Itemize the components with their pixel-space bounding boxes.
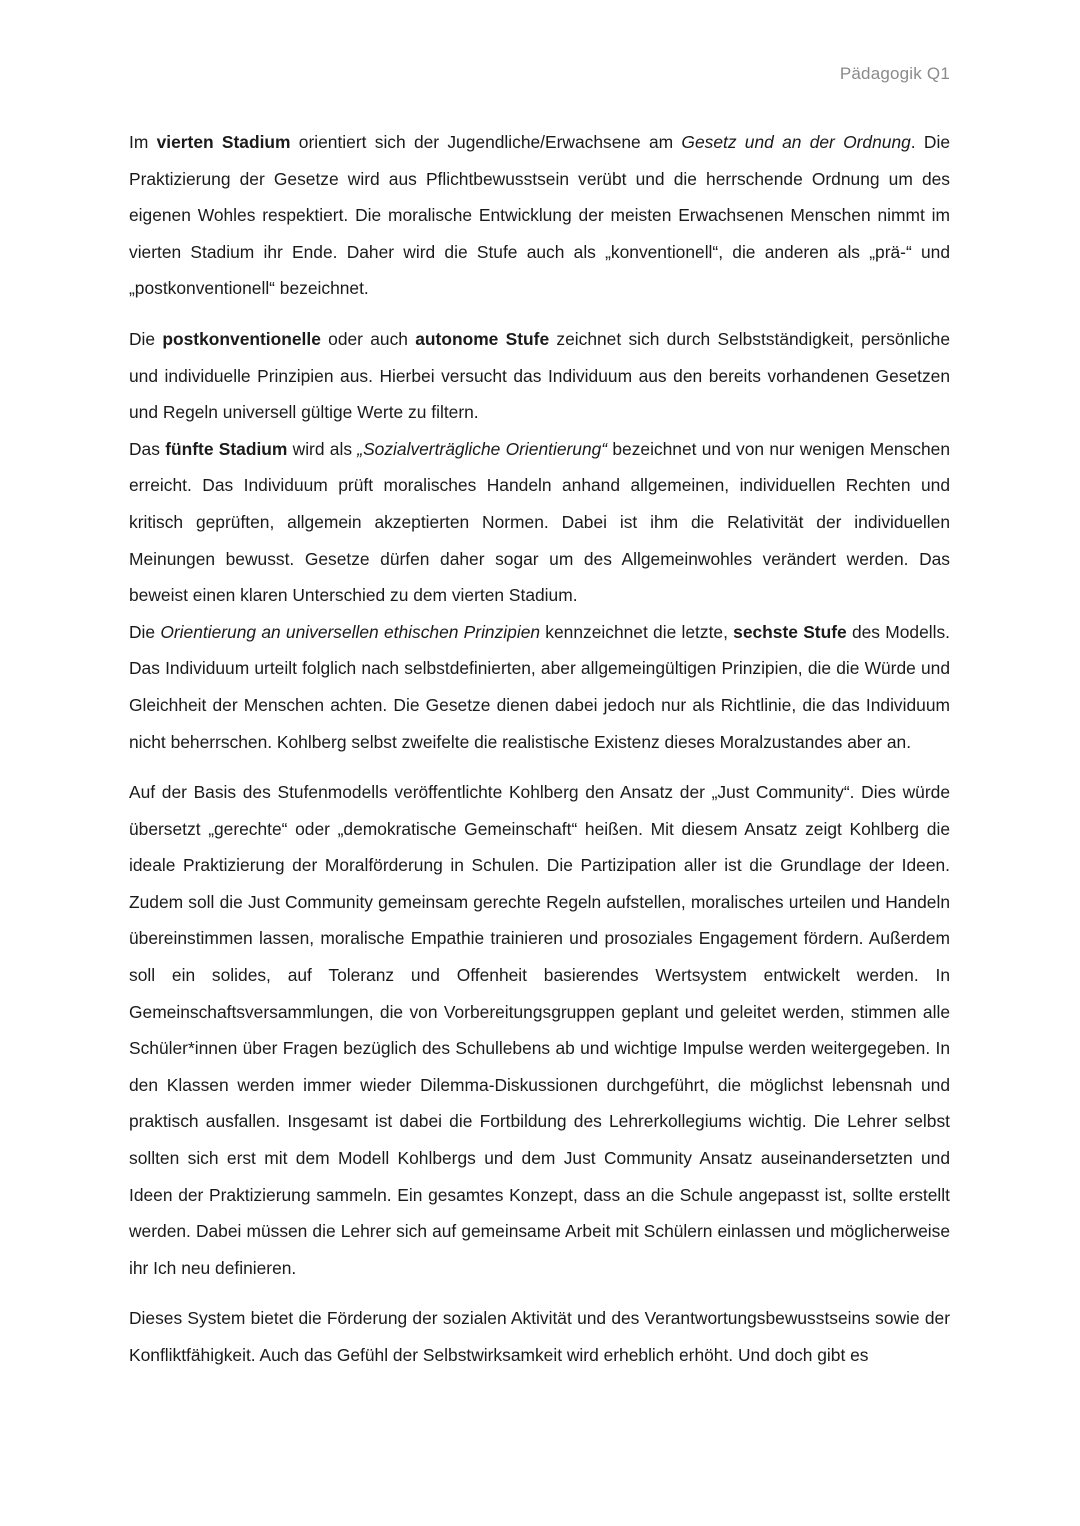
paragraph-stage-five (129, 431, 950, 614)
italic-term: Orientierung an universellen ethischen Prinzipien (160, 621, 541, 642)
bold-term: fünfte Stadium (165, 438, 288, 459)
paragraph-stage-six (129, 614, 950, 760)
bold-term: autonome Stufe (415, 328, 550, 349)
text-run: wird als (287, 438, 358, 459)
italic-term: Gesetz und an der Ordnung (681, 132, 911, 152)
bold-term: vierten Stadium (156, 132, 291, 152)
text-run: Im (129, 132, 157, 152)
text-run: bezeichnet und von nur wenigen Menschen erreicht. Das Individuum prüft moralisches Handeln anhand allgemeinen, individuellen Rechten und kritisch geprüften, allgemein akzeptierten Normen. Dabei ist ihm die Relativität der individuellen Meinungen bewusst. Gesetze dürfen daher sogar um des Allgemeinwohles verändert werden. Das beweist einen klaren Unterschied zu dem vierten Stadium. (129, 438, 950, 606)
paragraph-postconventional (129, 321, 950, 431)
italic-term: „Sozialverträgliche Orientierung“ (357, 438, 608, 459)
text-run: Die (129, 621, 161, 642)
text-run: orientiert sich der Jugendliche/Erwachsene am (290, 132, 682, 152)
bold-term: postkonventionelle (162, 328, 321, 349)
document-body (129, 124, 950, 1374)
text-run: Das (129, 438, 166, 459)
page-header: Pädagogik Q1 (839, 64, 950, 83)
paragraph-system-benefits: Dieses System bietet die Förderung der sozialen Aktivität und des Verantwortungsbewusstseins sowie der Konfliktfähigkeit. Auch das Gefühl der Selbstwirksamkeit wird erheblich erhöht. Und doch gibt es (129, 1308, 950, 1365)
text-run: Die (129, 328, 163, 349)
text-run: oder auch (320, 328, 416, 349)
text-run: des Modells. Das Individuum urteilt folglich nach selbstdefinierten, aber allgemeingültigen Prinzipien, die die Würde und Gleichheit der Menschen achten. Die Gesetze dienen dabei jedoch nur als Richtlinie, die das Individuum nicht beherrschen. Kohlberg selbst zweifelte die realistische Existenz dieses Moralzustandes aber an. (129, 621, 950, 752)
text-run: zeichnet sich durch Selbstständigkeit, persönliche und individuelle Prinzipien aus. Hierbei versucht das Individuum aus den bereits vorhandenen Gesetzen und Regeln universell gültige Werte zu filtern. (129, 328, 951, 423)
paragraph-stage-four (129, 124, 950, 307)
text-run: . Die Praktizierung der Gesetze wird aus Pflichtbewusstsein verübt und die herrschende Ordnung um des eigenen Wohles respektiert. Die moralische Entwicklung der meisten Erwachsenen Menschen nimmt im vierten Stadium ihr Ende. Daher wird die Stufe auch als „konventionell“, die anderen als „prä-“ und „postkonventionell“ bezeichnet. (129, 132, 950, 299)
paragraph-just-community: Auf der Basis des Stufenmodells veröffentlichte Kohlberg den Ansatz der „Just Community“. Dies würde übersetzt „gerechte“ oder „demokratische Gemeinschaft“ heißen. Mit diesem Ansatz zeigt Kohlberg die ideale Praktizierung der Moralförderung in Schulen. Die Partizipation aller ist die Grundlage der Ideen. Zudem soll die Just Community gemeinsam gerechte Regeln aufstellen, moralisches urteilen und Handeln übereinstimmen lassen, moralische Empathie trainieren und prosoziales Engagement fördern. Außerdem soll ein solides, auf Toleranz und Offenheit basierendes Wertsystem entwickelt werden. In Gemeinschaftsversammlungen, die von Vorbereitungsgruppen geplant und geleitet werden, stimmen alle Schüler*innen über Fragen bezüglich des Schullebens ab und wichtige Impulse werden weitergegeben. In den Klassen werden immer wieder Dilemma-Diskussionen durchgeführt, die möglichst lebensnah und praktisch ausfallen. Insgesamt ist dabei die Fortbildung des Lehrerkollegiums wichtig. Die Lehrer selbst sollten sich erst mit dem Modell Kohlbergs und dem Just Community Ansatz auseinandersetzten und Ideen der Praktizierung sammeln. Ein gesamtes Konzept, dass an die Schule angepasst ist, sollte erstellt werden. Dabei müssen die Lehrer sich auf gemeinsame Arbeit mit Schülern einlassen und möglicherweise ihr Ich neu definieren. (129, 782, 950, 1278)
text-run: kennzeichnet die letzte, (540, 621, 734, 642)
bold-term: sechste Stufe (733, 621, 847, 642)
